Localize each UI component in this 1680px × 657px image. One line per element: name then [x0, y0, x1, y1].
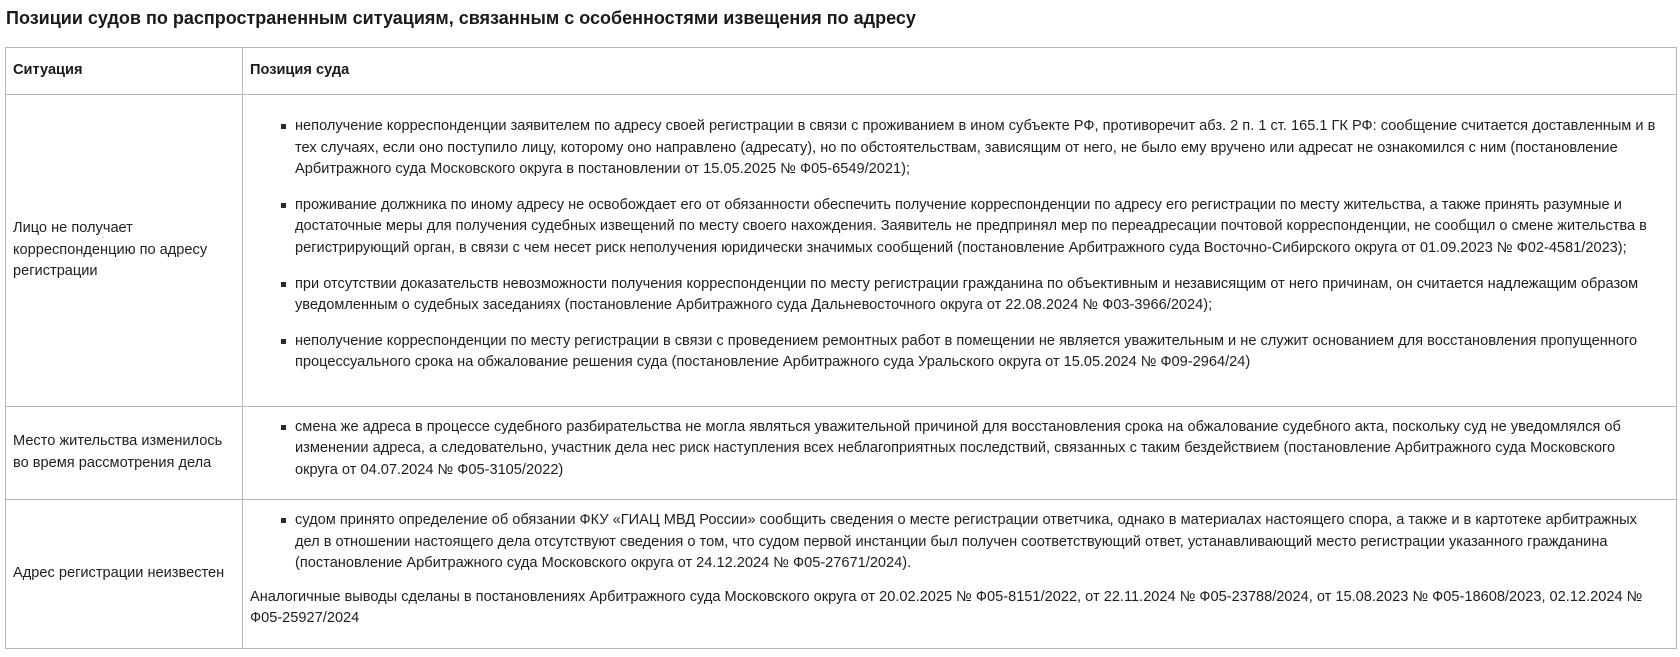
list-item: неполучение корреспонденции заявителем по адресу своей регистрации в связи с проживанием в ином субъекте РФ, противоречит абз. 2 п. 1 ст. 165.1 ГК РФ: сообщение считается доставленным и в тех случаях, если оно поступило лицу, которому оно направлено (адресату), но по обстоятельствам, зависящим от него, не было ему вручено или адресат не ознакомился с ним (постановление Арбитражного суда Московского округа в постановлении от 15.05.2025 № Ф05-6549/2021); [295, 116, 1656, 181]
position-cell [243, 407, 1677, 500]
table-header-row [6, 48, 1677, 95]
court-positions-table [5, 47, 1677, 649]
header-position: Позиция суда [243, 48, 1677, 95]
list-item: неполучение корреспонденции по месту регистрации в связи с проведением ремонтных работ в помещении не является уважительным и не служит основанием для восстановления пропущенного процессуального срока на обжалование решения суда (постановление Арбитражного суда Уральского округа от 15.05.2024 № Ф09-2964/24) [295, 331, 1656, 374]
situation-cell: Лицо не получает корреспонденцию по адресу регистрации [6, 95, 243, 407]
position-cell [243, 95, 1677, 407]
list-item: смена же адреса в процессе судебного разбирательства не могла являться уважительной причиной для восстановления срока на обжалование судебного акта, поскольку суд не уведомлялся об изменении адреса, а следовательно, участник дела нес риск наступления всех неблагоприятных последствий, связанных с таким бездействием (постановление Арбитражного суда Московского округа от 04.07.2024 № Ф05-3105/2022) [295, 417, 1656, 482]
position-list [250, 417, 1656, 482]
situation-cell: Место жительства изменилось во время рассмотрения дела [6, 407, 243, 500]
list-item: судом принято определение об обязании ФКУ «ГИАЦ МВД России» сообщить сведения о месте регистрации ответчика, однако в материалах настоящего спора, а также и в картотеке арбитражных дел в отношении настоящего дела отсутствуют сведения о том, что судом первой инстанции был получен соответствующий ответ, устанавливающий место регистрации указанного гражданина (постановление Арбитражного суда Московского округа от 24.12.2024 № Ф05-27671/2024). [295, 510, 1656, 575]
table-row [6, 407, 1677, 500]
situation-cell: Адрес регистрации неизвестен [6, 500, 243, 649]
list-item: при отсутствии доказательств невозможности получения корреспонденции по месту регистрации гражданина по объективным и независящим от него причинам, он считается надлежащим образом уведомленным о судебных заседаниях (постановление Арбитражного суда Дальневосточного округа от 22.08.2024 № Ф03-3966/2024); [295, 274, 1656, 317]
page-title: Позиции судов по распространенным ситуациям, связанным с особенностями извещения по адресу [6, 8, 916, 28]
table-row [6, 500, 1677, 649]
position-cell [243, 500, 1677, 649]
conclusion-text: Аналогичные выводы сделаны в постановлениях Арбитражного суда Московского округа от 20.02.2025 № Ф05-8151/2022, от 22.11.2024 № Ф05-23788/2024, от 15.08.2023 № Ф05-18608/2023, 02.12.2024 № Ф05-25927/2024 [250, 588, 1643, 627]
position-list [250, 116, 1656, 374]
table-row [6, 95, 1677, 407]
header-situation: Ситуация [6, 48, 243, 95]
list-item: проживание должника по иному адресу не освобождает его от обязанности обеспечить получение корреспонденции по адресу его регистрации по месту жительства, а также принять разумные и достаточные меры для получения судебных извещений по месту своего нахождения. Заявитель не предпринял мер по переадресации почтовой корреспонденции, не сообщил о смене жительства в регистрирующий орган, в связи с чем несет риск неполучения юридически значимых сообщений (постановление Арбитражного суда Восточно-Сибирского округа от 01.09.2023 № Ф02-4581/2023); [295, 195, 1656, 260]
position-list [250, 510, 1656, 575]
